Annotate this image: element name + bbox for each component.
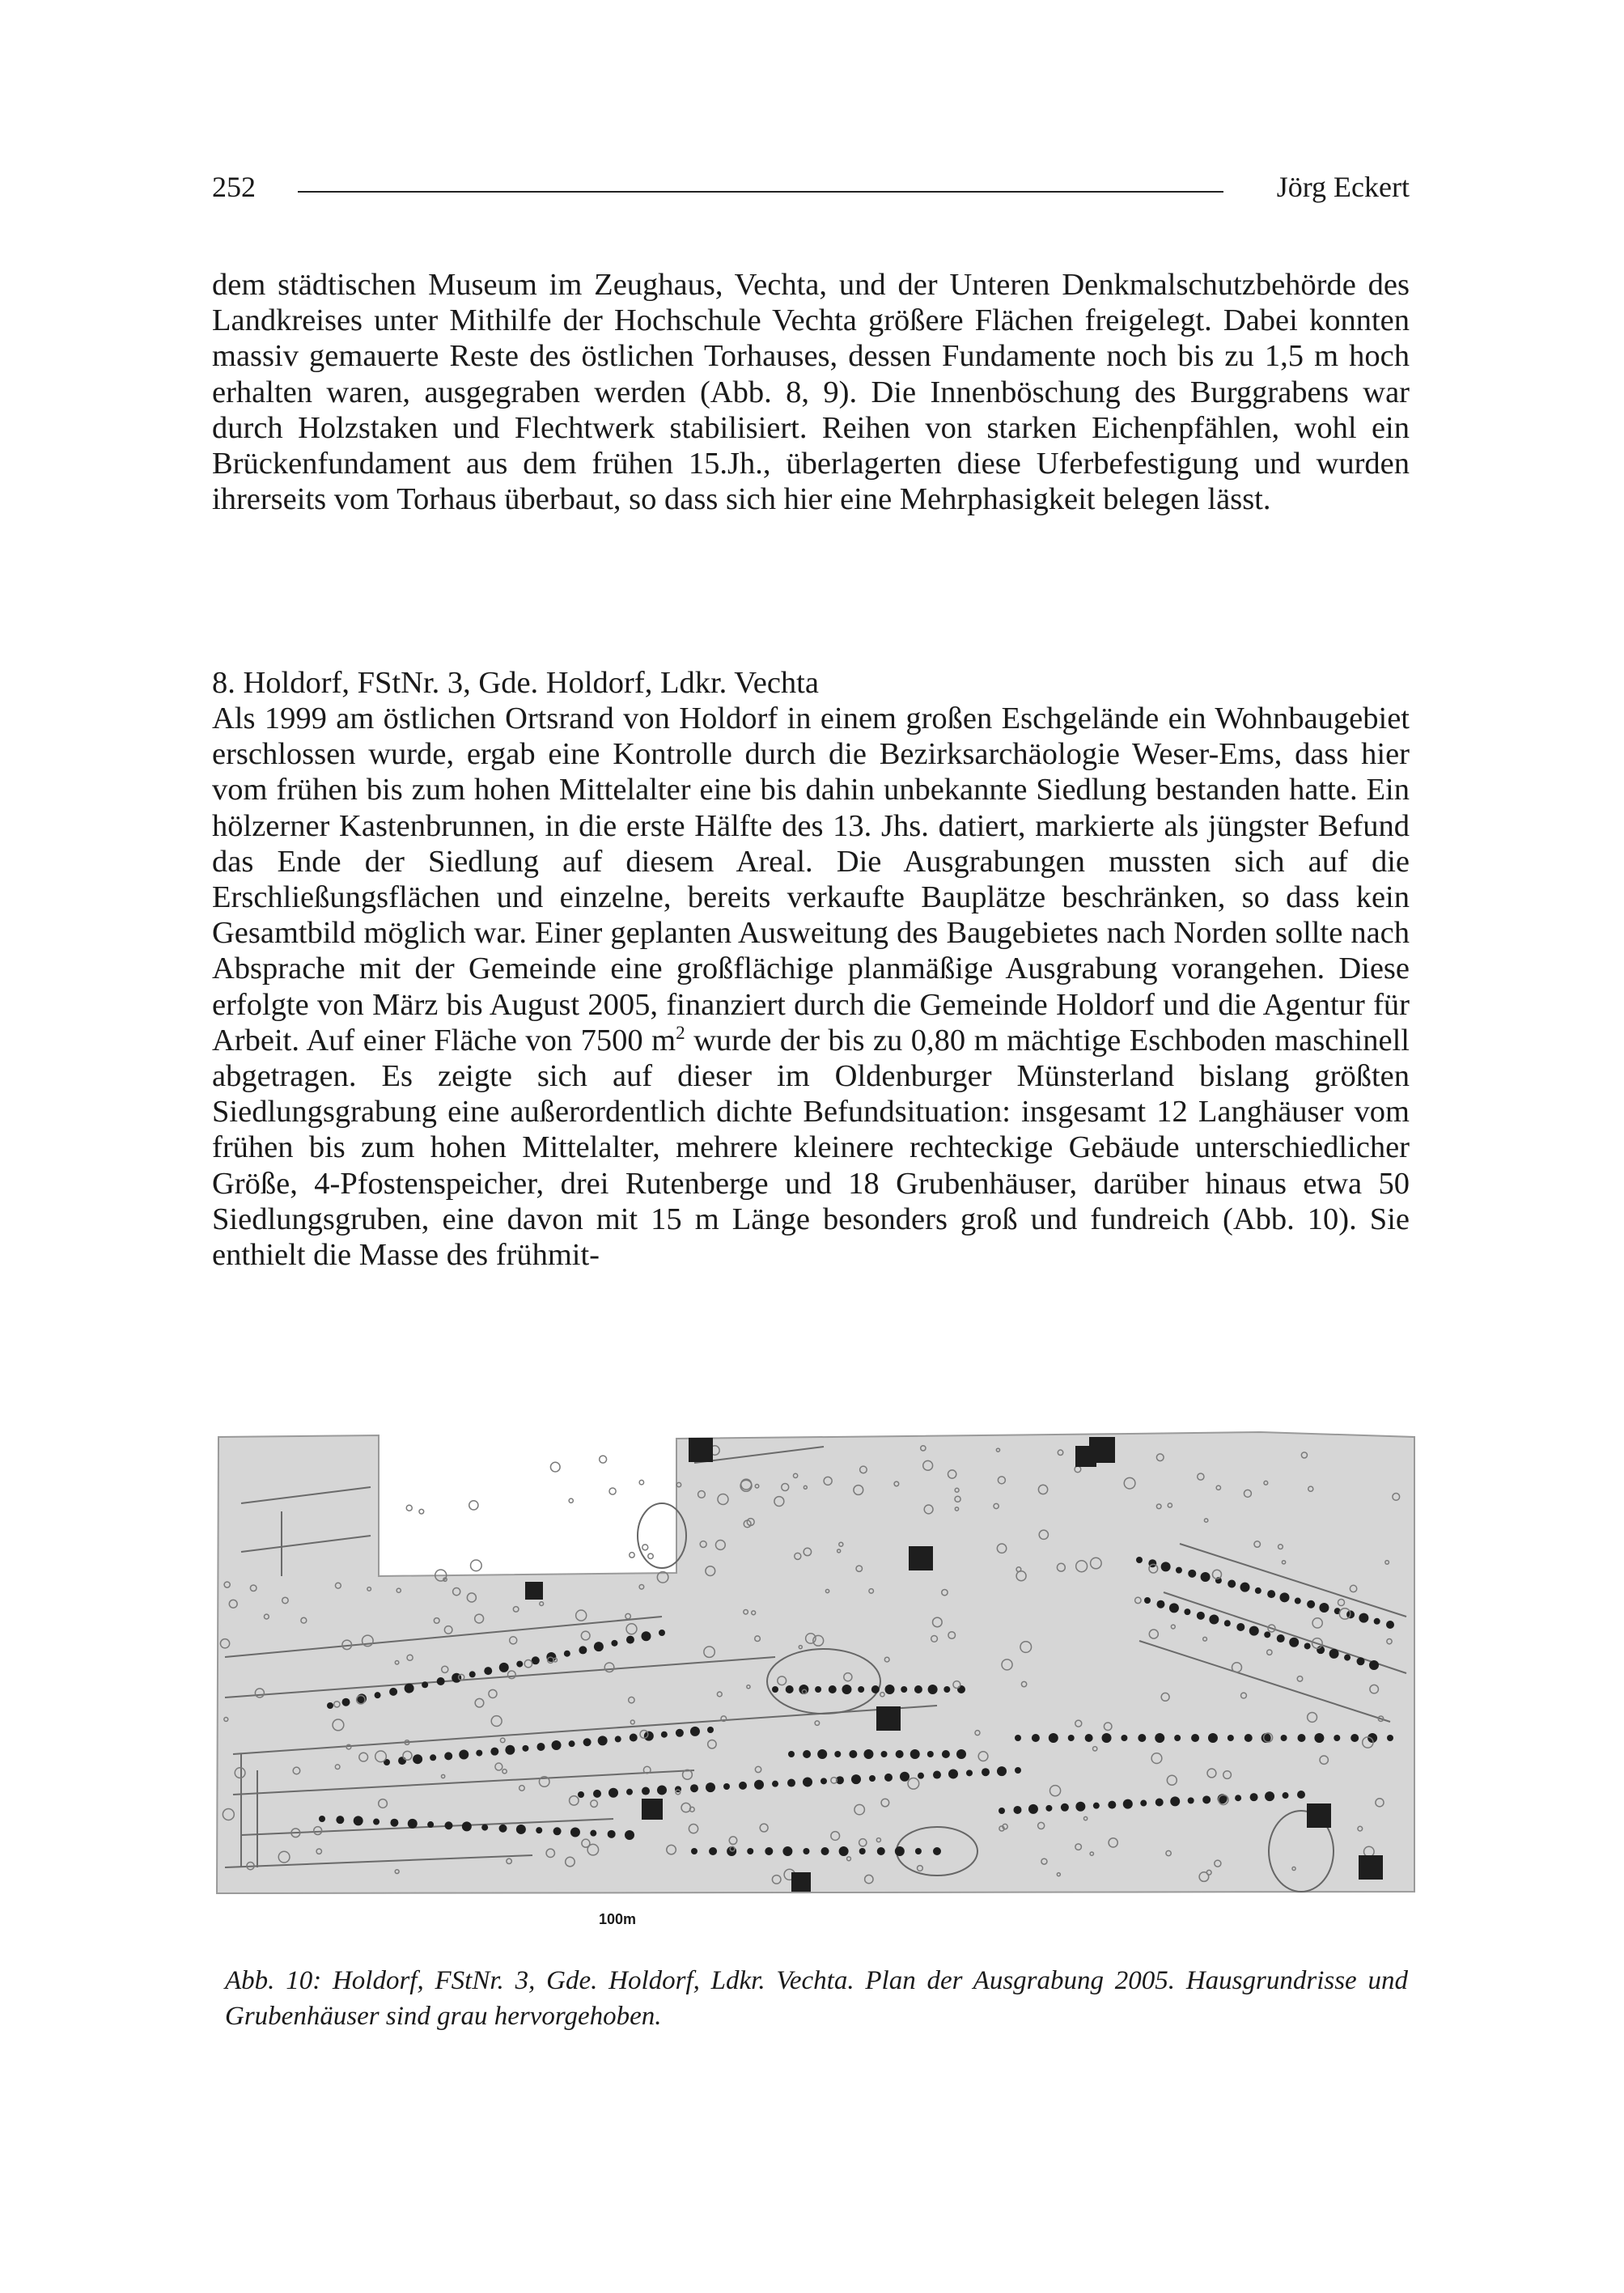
pit-house <box>791 1872 811 1892</box>
posthole <box>1015 1735 1021 1741</box>
posthole <box>444 1821 452 1829</box>
posthole <box>1351 1734 1359 1742</box>
posthole <box>1228 1579 1236 1587</box>
running-author: Jörg Eckert <box>1276 171 1410 203</box>
posthole <box>1123 1799 1133 1809</box>
posthole <box>1155 1798 1164 1806</box>
posthole <box>707 1727 714 1733</box>
pit-house <box>1075 1446 1096 1467</box>
posthole <box>1255 1587 1261 1594</box>
posthole <box>1140 1800 1147 1807</box>
posthole <box>626 1789 633 1795</box>
posthole <box>430 1754 436 1761</box>
posthole <box>490 1748 498 1756</box>
posthole <box>1367 1733 1377 1743</box>
posthole <box>1329 1649 1339 1659</box>
posthole <box>788 1751 795 1757</box>
posthole <box>1281 1735 1287 1741</box>
posthole <box>1297 1734 1305 1742</box>
posthole <box>859 1848 866 1854</box>
posthole <box>1319 1603 1329 1613</box>
posthole <box>516 1661 523 1668</box>
posthole <box>536 1827 542 1833</box>
paragraph-2-text-b: wurde der bis zu 0,80 m mächtige Eschboden maschinell abgetragen. Es zeigte sich auf dieser im Oldenburger Münsterland bislang größten Siedlungsgrabung eine außerordentlich dichte Befundsituation: insgesamt 12 Langhäuser vom frühen bis zum hohen Mittelalter, mehrere kleinere rechteckige Gebäude unterschiedlicher Größe, 4-Pfostenspeicher, drei Rutenberge und 18 Grubenhäuser, darüber hinaus etwa 50 Siedlungsgruben, eine davon mit 15 m Länge besonders groß und fundreich (Abb. 10). Sie enthielt die Masse des frühmit- <box>212 1023 1410 1273</box>
posthole <box>499 1663 509 1672</box>
posthole <box>1174 1735 1181 1741</box>
posthole <box>1169 1603 1179 1613</box>
posthole <box>943 1686 950 1693</box>
posthole <box>1240 1583 1250 1592</box>
posthole <box>336 1816 344 1824</box>
posthole <box>786 1685 794 1693</box>
posthole <box>342 1698 350 1706</box>
pit-house <box>689 1438 713 1462</box>
posthole <box>1156 1600 1164 1608</box>
posthole <box>772 1686 778 1693</box>
posthole <box>1387 1735 1393 1741</box>
posthole <box>657 1785 667 1795</box>
posthole <box>1386 1621 1394 1629</box>
posthole <box>885 1685 895 1694</box>
posthole <box>408 1819 418 1829</box>
posthole <box>1265 1791 1274 1801</box>
posthole <box>1197 1612 1205 1620</box>
pit-house <box>525 1582 543 1600</box>
posthole <box>608 1788 618 1798</box>
posthole <box>476 1750 482 1757</box>
posthole <box>648 1553 653 1558</box>
posthole <box>471 1560 482 1571</box>
posthole <box>803 1777 812 1787</box>
posthole <box>1209 1615 1219 1625</box>
posthole <box>706 1782 715 1792</box>
figure-caption: Abb. 10: Holdorf, FStNr. 3, Gde. Holdorf, Ldkr. Vechta. Plan der Ausgrabung 2005. Hausgrundrisse und Grubenhäuser sind grau hervorgehoben. <box>225 1966 1408 2031</box>
posthole <box>398 1757 406 1765</box>
posthole <box>900 1772 910 1782</box>
posthole <box>552 1740 562 1750</box>
posthole <box>373 1819 379 1825</box>
posthole <box>1184 1608 1190 1615</box>
posthole <box>564 1651 570 1657</box>
posthole <box>390 1819 398 1827</box>
posthole <box>787 1779 795 1787</box>
posthole <box>895 1846 905 1856</box>
posthole <box>659 1630 665 1636</box>
posthole <box>1061 1803 1069 1812</box>
posthole <box>608 1830 616 1838</box>
posthole <box>1202 1795 1211 1803</box>
posthole <box>1028 1804 1038 1814</box>
pit-house <box>1359 1855 1383 1880</box>
posthole <box>966 1770 973 1776</box>
posthole <box>536 1743 545 1751</box>
paragraph-2-text-a: Als 1999 am östlichen Ortsrand von Holdorf in einem großen Eschgelände ein Wohnbaugebiet erschlossen wurde, ergab eine Kontrolle durch die Bezirksarchäologie Weser-Ems, dass hier vom frühen bis zum hohen Mittelalter eine bis dahin unbekannte Siedlung bestanden hatte. Ein hölzerner Kastenbrunnen, in die erste Hälfte des 13. Jhs. datiert, markierte als jüngster Befund das Ende der Siedlung auf diesem Areal. Die Ausgrabungen mussten sich auf die Erschließungsflächen und einzelne, bereits verkaufte Bauplätze beschränken, so dass kein Gesamtbild möglich war. Einer geplanten Ausweitung des Baugebietes nach Norden sollte nach Absprache mit der Gemeinde eine großflächige planmäßige Ausgrabung vorangehen. Diese erfolgte von März bis August 2005, finanziert durch die Gemeinde Holdorf und die Agentur für Arbeit. Auf einer Fläche von 7500 m <box>212 701 1410 1057</box>
posthole <box>1208 1733 1218 1743</box>
posthole <box>691 1848 698 1854</box>
posthole <box>877 1847 885 1855</box>
posthole <box>1264 1631 1270 1638</box>
posthole <box>1191 1734 1199 1742</box>
posthole <box>942 1750 950 1758</box>
posthole <box>469 1501 478 1510</box>
posthole <box>1297 1791 1305 1799</box>
paragraph-2 <box>212 701 1410 1273</box>
posthole <box>598 1736 608 1745</box>
posthole <box>422 1681 428 1688</box>
posthole <box>1249 1626 1259 1636</box>
posthole <box>1108 1801 1116 1809</box>
posthole <box>419 1509 424 1514</box>
posthole <box>570 1827 580 1837</box>
pit-house <box>876 1706 901 1731</box>
posthole <box>630 1734 638 1742</box>
posthole <box>642 1787 650 1795</box>
posthole <box>1228 1735 1234 1741</box>
posthole <box>1357 1657 1365 1665</box>
posthole <box>444 1752 452 1760</box>
posthole <box>1289 1638 1299 1647</box>
excavation-plan-figure <box>209 1414 1418 1900</box>
posthole <box>590 1830 596 1837</box>
posthole <box>982 1768 990 1776</box>
posthole <box>550 1462 560 1472</box>
section-heading: 8. Holdorf, FStNr. 3, Gde. Holdorf, Ldkr. Vechta <box>212 666 819 700</box>
posthole <box>481 1825 488 1831</box>
posthole <box>600 1456 607 1463</box>
posthole <box>997 1766 1007 1776</box>
posthole <box>869 1775 876 1782</box>
posthole <box>820 1778 827 1784</box>
posthole <box>484 1667 492 1675</box>
posthole <box>948 1769 958 1778</box>
posthole <box>532 1656 540 1664</box>
posthole <box>625 1830 634 1840</box>
posthole <box>690 1784 698 1792</box>
posthole <box>406 1505 412 1511</box>
posthole <box>516 1825 526 1834</box>
posthole <box>817 1749 827 1759</box>
posthole <box>553 1827 562 1835</box>
posthole <box>1155 1733 1164 1743</box>
posthole <box>1224 1620 1231 1626</box>
posthole <box>327 1702 333 1709</box>
posthole <box>505 1745 515 1755</box>
posthole <box>747 1848 753 1854</box>
posthole <box>611 1640 617 1647</box>
posthole <box>709 1847 717 1855</box>
posthole <box>462 1821 472 1831</box>
posthole <box>829 1685 837 1693</box>
posthole <box>881 1751 888 1757</box>
posthole <box>1085 1734 1093 1742</box>
excavation-plan <box>209 1414 1418 1900</box>
header-rule <box>298 191 1223 193</box>
posthole <box>901 1686 907 1693</box>
posthole <box>851 1774 861 1784</box>
posthole <box>641 1631 651 1641</box>
posthole <box>1295 1598 1301 1604</box>
posthole <box>1277 1634 1285 1642</box>
posthole <box>1032 1734 1040 1742</box>
posthole <box>1374 1618 1380 1625</box>
posthole <box>1144 1597 1151 1604</box>
scale-label: 100m <box>599 1911 637 1927</box>
posthole <box>1283 1792 1289 1799</box>
posthole <box>723 1783 730 1790</box>
posthole <box>928 1685 938 1694</box>
posthole <box>739 1782 747 1790</box>
posthole <box>884 1774 893 1782</box>
posthole <box>999 1808 1005 1814</box>
posthole <box>690 1727 700 1736</box>
posthole <box>499 1825 507 1833</box>
posthole <box>1138 1734 1146 1742</box>
posthole <box>858 1686 864 1693</box>
posthole <box>583 1738 592 1746</box>
posthole <box>956 1749 966 1759</box>
posthole <box>849 1750 857 1758</box>
posthole <box>1093 1803 1100 1809</box>
posthole <box>354 1816 363 1825</box>
posthole <box>469 1671 476 1677</box>
posthole <box>1236 1623 1245 1631</box>
posthole <box>1201 1572 1211 1582</box>
posthole <box>927 1751 934 1757</box>
posthole <box>644 1731 654 1741</box>
posthole <box>772 1781 778 1787</box>
posthole <box>661 1731 668 1738</box>
running-header <box>212 170 1410 210</box>
posthole <box>569 1498 573 1503</box>
posthole <box>915 1848 922 1854</box>
posthole <box>642 1545 648 1550</box>
posthole <box>1015 1767 1021 1774</box>
posthole <box>1013 1806 1021 1814</box>
posthole <box>1068 1735 1075 1741</box>
posthole <box>1235 1795 1241 1801</box>
posthole <box>1170 1796 1180 1806</box>
posthole <box>1188 1570 1196 1578</box>
posthole <box>676 1729 684 1737</box>
posthole <box>754 1780 764 1790</box>
posthole <box>639 1480 643 1484</box>
posthole <box>1075 1802 1085 1812</box>
posthole <box>593 1790 601 1798</box>
posthole <box>319 1816 325 1822</box>
posthole <box>914 1685 922 1693</box>
posthole <box>782 1846 792 1856</box>
posthole <box>375 1692 381 1698</box>
posthole <box>842 1685 851 1694</box>
pit-house <box>909 1546 933 1570</box>
posthole <box>1161 1562 1171 1571</box>
posthole <box>933 1771 941 1779</box>
posthole <box>1344 1655 1351 1661</box>
posthole <box>896 1750 904 1758</box>
superscript-2: 2 <box>676 1022 685 1043</box>
posthole <box>594 1642 604 1651</box>
page-number: 252 <box>212 171 256 203</box>
posthole <box>803 1750 811 1758</box>
posthole <box>1049 1733 1058 1743</box>
posthole <box>1334 1735 1340 1741</box>
posthole <box>626 1636 634 1644</box>
posthole <box>918 1773 924 1779</box>
posthole <box>1279 1592 1289 1602</box>
posthole <box>1307 1600 1315 1608</box>
posthole <box>437 1677 445 1685</box>
posthole <box>578 1791 584 1798</box>
posthole <box>933 1847 941 1855</box>
posthole <box>815 1686 821 1693</box>
posthole <box>389 1688 397 1696</box>
pit-house <box>642 1799 663 1820</box>
posthole <box>1267 1590 1275 1598</box>
posthole <box>1136 1557 1143 1563</box>
posthole <box>957 1685 965 1693</box>
posthole <box>609 1488 616 1494</box>
posthole <box>615 1736 621 1742</box>
posthole <box>765 1847 773 1855</box>
posthole <box>579 1646 587 1654</box>
posthole <box>630 1553 634 1558</box>
posthole <box>1188 1797 1194 1803</box>
posthole <box>427 1821 434 1828</box>
posthole <box>413 1754 422 1764</box>
posthole <box>803 1848 809 1854</box>
posthole <box>871 1685 880 1693</box>
posthole <box>834 1751 841 1757</box>
posthole <box>1245 1734 1253 1742</box>
posthole <box>1176 1567 1182 1574</box>
posthole <box>910 1749 920 1759</box>
posthole <box>1250 1793 1258 1801</box>
posthole <box>1369 1660 1379 1670</box>
posthole <box>1121 1735 1127 1741</box>
posthole <box>1314 1733 1324 1743</box>
posthole <box>522 1745 528 1752</box>
posthole <box>1045 1805 1052 1812</box>
posthole <box>1359 1613 1368 1623</box>
posthole <box>1304 1642 1311 1649</box>
posthole <box>1102 1733 1112 1743</box>
posthole <box>405 1684 414 1693</box>
posthole <box>821 1847 829 1855</box>
posthole <box>459 1749 469 1759</box>
paragraph-1: dem städtischen Museum im Zeughaus, Vechta, und der Unteren Denkmalschutzbehörde des Landkreises unter Mithilfe der Hochschule Vechta größere Flächen freigelegt. Dabei konnten massiv gemauerte Reste des östlichen Torhauses, dessen Fundamente noch bis zu 1,5 m hoch erhalten waren, ausgegraben werden (Abb. 8, 9). Die Innenböschung des Burggrabens war durch Holzstaken und Flechtwerk stabilisiert. Reihen von starken Eichenpfählen, wohl ein Brückenfundament aus dem frühen 15.Jh., überlagerten diese Uferbefestigung und wurden ihrerseits vom Torhaus überbaut, so dass sich hier eine Mehrphasigkeit belegen lässt. <box>212 268 1410 517</box>
posthole <box>839 1846 849 1856</box>
posthole <box>569 1740 575 1747</box>
posthole <box>863 1749 873 1759</box>
pit-house <box>1307 1803 1331 1828</box>
